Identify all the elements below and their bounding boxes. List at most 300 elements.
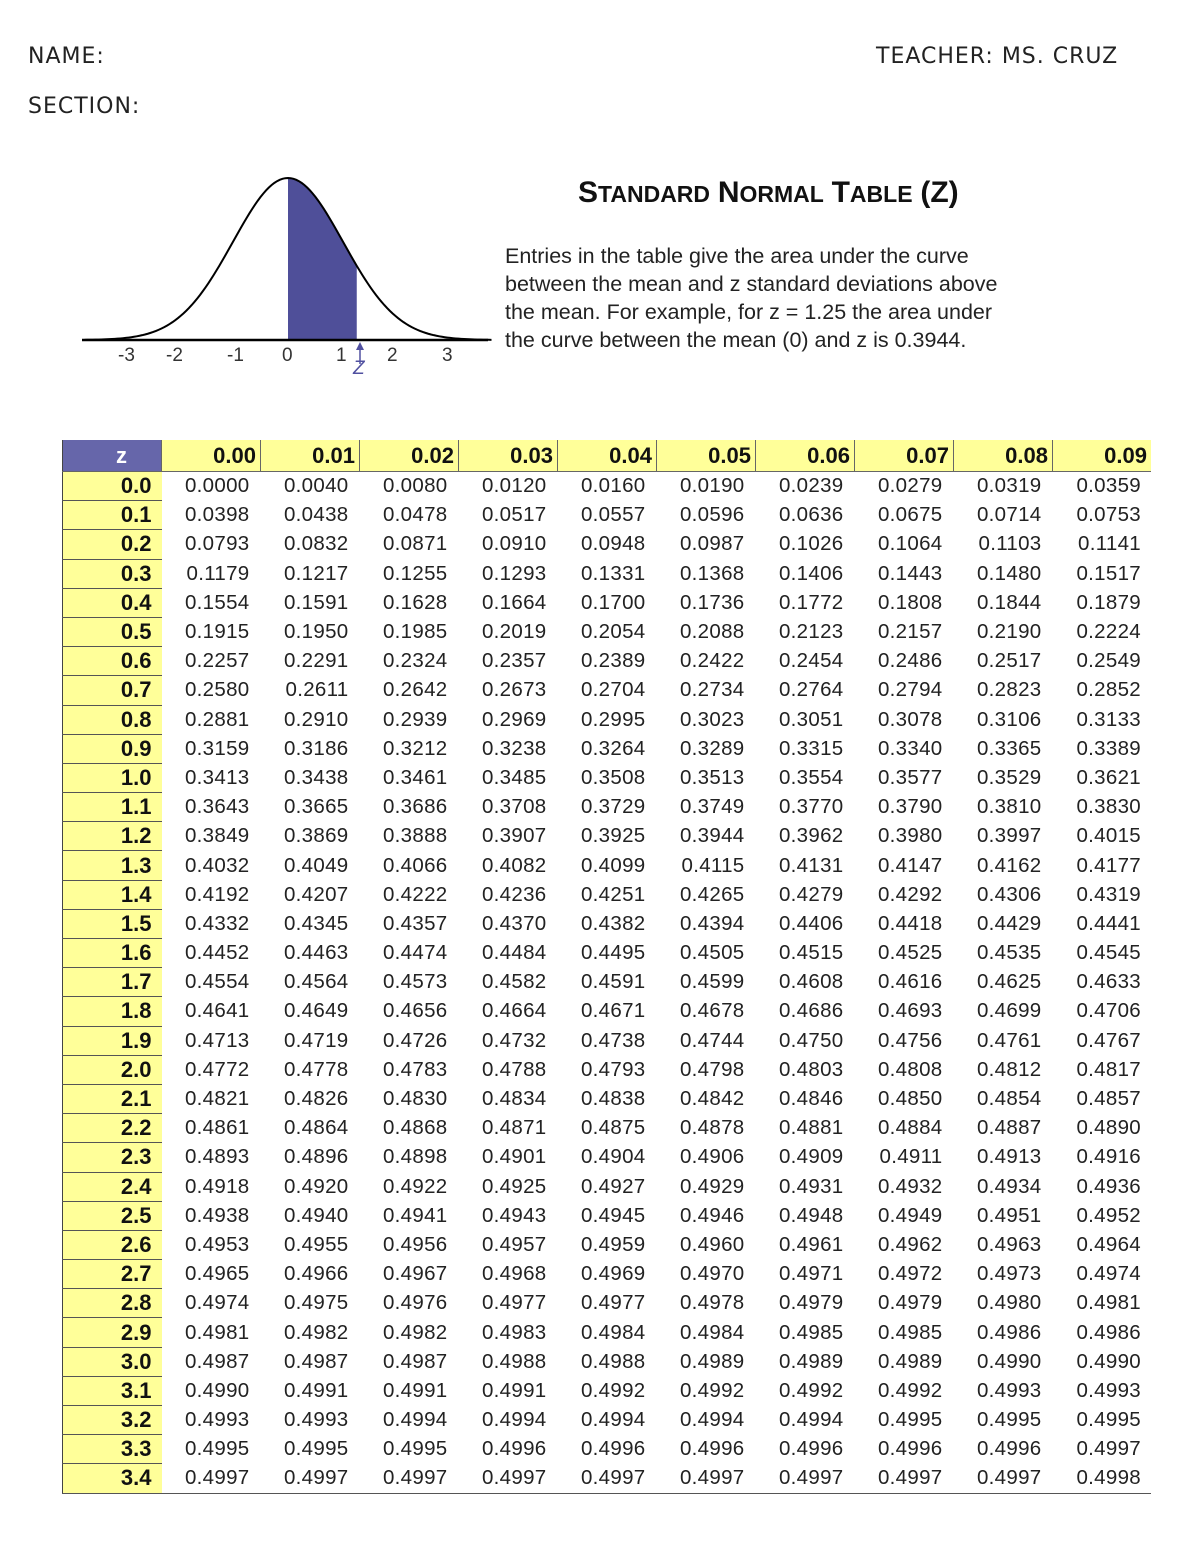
table-cell: 0.4049	[283, 853, 349, 877]
table-cell: 0.4913	[976, 1145, 1042, 1169]
table-cell: 0.4898	[382, 1145, 448, 1169]
table-cell: 0.2642	[382, 678, 448, 702]
table-cell: 0.2881	[184, 707, 250, 731]
table-cell: 0.3849	[184, 824, 250, 848]
table-cell: 0.0438	[283, 503, 349, 527]
table-cell: 0.4783	[382, 1057, 448, 1081]
table-cell: 0.4997	[261, 1464, 360, 1493]
table-cell: 0.0793	[184, 532, 250, 556]
table-cell: 0.4991	[283, 1378, 349, 1402]
title-letter-n: N	[717, 176, 740, 209]
table-cell: 0.4955	[283, 1232, 349, 1256]
table-cell: 0.4951	[976, 1203, 1042, 1227]
table-cell: 0.4967	[382, 1262, 448, 1286]
table-cell: 0.4147	[877, 853, 943, 877]
table-cell: 0.3665	[283, 795, 349, 819]
table-cell: 0.4972	[877, 1262, 943, 1286]
table-cell: 0.3438	[283, 765, 349, 789]
table-cell: 0.4990	[976, 1349, 1042, 1373]
table-cell: 0.4357	[382, 911, 448, 935]
table-cell: 0.4983	[481, 1320, 547, 1344]
table-cell: 0.1879	[1076, 590, 1141, 614]
table-cell: 0.2704	[580, 678, 646, 702]
table-cell: 0.1628	[382, 590, 448, 614]
table-cell: 0.4861	[184, 1116, 250, 1140]
table-cell: 0.4931	[778, 1174, 844, 1198]
table-cell: 0.4162	[976, 853, 1042, 877]
table-cell: 0.4943	[481, 1203, 547, 1227]
description	[505, 242, 1105, 354]
table-cell: 0.4394	[679, 911, 745, 935]
table-cell: 0.4979	[877, 1291, 943, 1315]
table-cell: 0.2939	[382, 707, 448, 731]
table-cell: 0.4982	[283, 1320, 349, 1344]
table-cell: 0.4996	[877, 1437, 943, 1461]
teacher-label: TEACHER: MS. CRUZ	[876, 44, 1119, 69]
table-cell: 0.4306	[976, 882, 1042, 906]
table-cell: 0.4960	[679, 1232, 745, 1256]
table-cell: 0.4192	[184, 882, 250, 906]
table-cell: 0.3485	[481, 765, 547, 789]
table-cell: 0.4332	[184, 911, 250, 935]
table-cell: 0.1026	[778, 532, 844, 556]
table-cell: 0.4940	[283, 1203, 349, 1227]
table-cell: 0.1217	[283, 561, 349, 585]
table-cell: 0.4015	[1076, 824, 1141, 848]
z-table	[62, 440, 1151, 1494]
table-cell: 0.4980	[976, 1291, 1042, 1315]
axis-tick-1: 1	[336, 345, 347, 366]
table-cell: 0.4236	[481, 882, 547, 906]
row-header: 3.4	[63, 1464, 162, 1493]
table-cell: 0.4941	[382, 1203, 448, 1227]
table-cell: 0.4808	[877, 1057, 943, 1081]
page-title	[578, 176, 959, 210]
table-cell: 0.3686	[382, 795, 448, 819]
table-row	[63, 1289, 1152, 1318]
table-cell: 0.4582	[481, 970, 547, 994]
row-header: 2.7	[63, 1260, 162, 1289]
table-cell: 0.2734	[679, 678, 745, 702]
row-header: 2.9	[63, 1318, 162, 1347]
table-cell: 0.4938	[184, 1203, 250, 1227]
table-cell: 0.4484	[481, 941, 547, 965]
column-header: 0.07	[855, 440, 954, 472]
table-cell: 0.4756	[877, 1028, 943, 1052]
table-cell: 0.4957	[481, 1232, 547, 1256]
table-cell: 0.4251	[580, 882, 646, 906]
table-cell: 0.0239	[778, 474, 844, 498]
table-cell: 0.4986	[1076, 1320, 1141, 1344]
table-cell: 0.4970	[679, 1262, 745, 1286]
axis-tick-2: 2	[387, 345, 398, 366]
axis-tick-3: 3	[442, 345, 453, 366]
table-row	[63, 1026, 1152, 1055]
table-cell: 0.4535	[976, 941, 1042, 965]
table-cell: 0.4545	[1076, 941, 1141, 965]
table-cell: 0.4573	[382, 970, 448, 994]
table-row	[63, 501, 1152, 530]
table-row	[63, 705, 1152, 734]
table-cell: 0.4834	[481, 1087, 547, 1111]
table-cell: 0.4207	[283, 882, 349, 906]
table-cell: 0.4997	[855, 1464, 954, 1493]
table-cell: 0.4968	[481, 1262, 547, 1286]
table-cell: 0.1700	[580, 590, 646, 614]
table-cell: 0.4767	[1076, 1028, 1141, 1052]
table-cell: 0.4319	[1076, 882, 1141, 906]
table-cell: 0.4981	[184, 1320, 250, 1344]
table-cell: 0.4998	[1053, 1464, 1152, 1493]
table-cell: 0.4842	[679, 1087, 745, 1111]
table-cell: 0.4798	[679, 1057, 745, 1081]
table-cell: 0.4989	[877, 1349, 943, 1373]
table-cell: 0.4973	[976, 1262, 1042, 1286]
table-cell: 0.4812	[976, 1057, 1042, 1081]
table-cell: 0.4982	[382, 1320, 448, 1344]
table-cell: 0.4997	[1076, 1437, 1141, 1461]
table-cell: 0.4830	[382, 1087, 448, 1111]
table-cell: 0.4890	[1076, 1116, 1141, 1140]
title-z: (Z)	[920, 176, 959, 209]
table-cell: 0.4993	[976, 1378, 1042, 1402]
row-header: 1.1	[63, 793, 162, 822]
table-cell: 0.4131	[778, 853, 844, 877]
table-cell: 0.4625	[976, 970, 1042, 994]
column-header: 0.04	[558, 440, 657, 472]
table-row	[63, 822, 1152, 851]
table-cell: 0.4904	[580, 1145, 646, 1169]
row-header: 1.4	[63, 880, 162, 909]
description-line: the mean. For example, for z = 1.25 the area under	[505, 300, 993, 324]
table-cell: 0.4633	[1076, 970, 1141, 994]
row-header: 1.5	[63, 909, 162, 938]
table-cell: 0.1591	[283, 590, 349, 614]
table-row	[63, 1318, 1152, 1347]
table-cell: 0.4990	[1076, 1349, 1141, 1373]
table-cell: 0.0596	[679, 503, 745, 527]
table-cell: 0.4495	[580, 941, 646, 965]
table-cell: 0.4916	[1076, 1145, 1141, 1169]
table-row	[63, 559, 1152, 588]
table-cell: 0.4996	[778, 1437, 844, 1461]
table-cell: 0.3554	[778, 765, 844, 789]
table-cell: 0.0636	[778, 503, 844, 527]
name-label: NAME:	[28, 44, 105, 69]
table-cell: 0.0871	[382, 532, 448, 556]
table-cell: 0.2224	[1076, 620, 1141, 644]
table-cell: 0.4793	[580, 1057, 646, 1081]
table-cell: 0.4678	[679, 999, 745, 1023]
table-cell: 0.3513	[679, 765, 745, 789]
description-line: between the mean and z standard deviations above	[505, 272, 998, 296]
table-cell: 0.4988	[481, 1349, 547, 1373]
row-header: 0.8	[63, 705, 162, 734]
table-cell: 0.3315	[778, 736, 844, 760]
table-cell: 0.0832	[283, 532, 349, 556]
table-cell: 0.4993	[1076, 1378, 1141, 1402]
table-cell: 0.4936	[1076, 1174, 1141, 1198]
table-cell: 0.4599	[679, 970, 745, 994]
table-cell: 0.4962	[877, 1232, 943, 1256]
table-cell: 0.4826	[283, 1087, 349, 1111]
table-cell: 0.2257	[184, 649, 250, 673]
table-row	[63, 1114, 1152, 1143]
table-row	[63, 793, 1152, 822]
table-cell: 0.4726	[382, 1028, 448, 1052]
table-cell: 0.4992	[778, 1378, 844, 1402]
table-cell: 0.4994	[580, 1408, 646, 1432]
table-row	[63, 851, 1152, 880]
table-row	[63, 909, 1152, 938]
table-cell: 0.2454	[778, 649, 844, 673]
table-cell: 0.1664	[481, 590, 547, 614]
table-cell: 0.0557	[580, 503, 646, 527]
table-row	[63, 530, 1152, 559]
table-row	[63, 1055, 1152, 1084]
table-cell: 0.4996	[481, 1437, 547, 1461]
table-row	[63, 1406, 1152, 1435]
table-cell: 0.3529	[976, 765, 1042, 789]
table-cell: 0.4961	[778, 1232, 844, 1256]
table-cell: 0.4918	[184, 1174, 250, 1198]
table-cell: 0.3830	[1076, 795, 1141, 819]
title-letter-s: S	[578, 176, 599, 209]
table-cell: 0.2794	[877, 678, 943, 702]
table-cell: 0.4875	[580, 1116, 646, 1140]
table-cell: 0.4993	[283, 1408, 349, 1432]
description-line: Entries in the table give the area under the curve	[505, 244, 969, 268]
table-cell: 0.1950	[283, 620, 349, 644]
section-label: SECTION:	[28, 94, 141, 119]
table-cell: 0.4995	[283, 1437, 349, 1461]
table-cell: 0.4996	[679, 1437, 745, 1461]
table-cell: 0.2357	[481, 649, 547, 673]
table-cell: 0.4515	[778, 941, 844, 965]
table-cell: 0.4671	[580, 999, 646, 1023]
table-cell: 0.4857	[1076, 1087, 1141, 1111]
table-cell: 0.4946	[679, 1203, 745, 1227]
z-marker-label: Z	[353, 358, 365, 378]
table-cell: 0.0478	[382, 503, 448, 527]
table-cell: 0.4985	[778, 1320, 844, 1344]
shaded-area	[288, 178, 357, 340]
row-header: 2.6	[63, 1230, 162, 1259]
table-cell: 0.4664	[481, 999, 547, 1023]
table-cell: 0.2823	[976, 678, 1042, 702]
table-cell: 0.4971	[778, 1262, 844, 1286]
row-header: 1.2	[63, 822, 162, 851]
table-cell: 0.4992	[679, 1378, 745, 1402]
table-cell: 0.2190	[976, 620, 1042, 644]
row-header: 0.4	[63, 588, 162, 617]
row-header: 0.0	[63, 472, 162, 501]
table-cell: 0.4922	[382, 1174, 448, 1198]
table-cell: 0.4656	[382, 999, 448, 1023]
table-cell: 0.2764	[778, 678, 844, 702]
axis-tick-neg3: -3	[118, 345, 135, 366]
table-cell: 0.4953	[184, 1232, 250, 1256]
table-row	[63, 676, 1152, 705]
row-header: 2.3	[63, 1143, 162, 1172]
table-cell: 0.4222	[382, 882, 448, 906]
table-cell: 0.0910	[481, 532, 547, 556]
axis-tick-0: 0	[282, 345, 293, 366]
table-cell: 0.4778	[283, 1057, 349, 1081]
table-cell: 0.4418	[877, 911, 943, 935]
table-cell: 0.4868	[382, 1116, 448, 1140]
table-cell: 0.3238	[481, 736, 547, 760]
table-cell: 0.4686	[778, 999, 844, 1023]
table-cell: 0.0040	[283, 474, 349, 498]
table-cell: 0.4693	[877, 999, 943, 1023]
table-cell: 0.3869	[283, 824, 349, 848]
table-cell: 0.4864	[283, 1116, 349, 1140]
table-cell: 0.2486	[877, 649, 943, 673]
table-cell: 0.4896	[283, 1145, 349, 1169]
table-cell: 0.3264	[580, 736, 646, 760]
table-cell: 0.4641	[184, 999, 250, 1023]
table-cell: 0.4909	[778, 1145, 844, 1169]
table-row	[63, 763, 1152, 792]
table-row	[63, 997, 1152, 1026]
table-cell: 0.3289	[679, 736, 745, 760]
table-cell: 0.4945	[580, 1203, 646, 1227]
table-cell: 0.4934	[976, 1174, 1042, 1198]
table-cell: 0.3023	[679, 707, 745, 731]
table-cell: 0.2673	[481, 678, 547, 702]
row-header: 2.4	[63, 1172, 162, 1201]
column-header: 0.01	[261, 440, 360, 472]
table-cell: 0.3106	[976, 707, 1042, 731]
table-cell: 0.3078	[877, 707, 943, 731]
table-cell: 0.4901	[481, 1145, 547, 1169]
table-cell: 0.4987	[382, 1349, 448, 1373]
table-cell: 0.4995	[382, 1437, 448, 1461]
axis-tick-neg2: -2	[166, 345, 183, 366]
table-cell: 0.2995	[580, 707, 646, 731]
table-cell: 0.4115	[681, 853, 745, 877]
table-cell: 0.3051	[778, 707, 844, 731]
table-cell: 0.2517	[976, 649, 1042, 673]
table-row	[63, 1347, 1152, 1376]
table-cell: 0.3159	[184, 736, 250, 760]
table-cell: 0.4995	[877, 1408, 943, 1432]
table-cell: 0.4463	[283, 941, 349, 965]
table-cell: 0.4997	[657, 1464, 756, 1493]
table-cell: 0.3944	[679, 824, 745, 848]
table-cell: 0.1179	[186, 561, 250, 585]
table-cell: 0.0714	[976, 503, 1042, 527]
table-cell: 0.4984	[679, 1320, 745, 1344]
table-cell: 0.4965	[184, 1262, 250, 1286]
table-cell: 0.4981	[1076, 1291, 1141, 1315]
table-cell: 0.4608	[778, 970, 844, 994]
table-cell: 0.4974	[184, 1291, 250, 1315]
table-cell: 0.0398	[184, 503, 250, 527]
table-cell: 0.4032	[184, 853, 250, 877]
table-cell: 0.2422	[679, 649, 745, 673]
table-cell: 0.4099	[580, 853, 646, 877]
table-cell: 0.4878	[679, 1116, 745, 1140]
table-cell: 0.4817	[1076, 1057, 1141, 1081]
row-header: 3.1	[63, 1376, 162, 1405]
table-cell: 0.4906	[679, 1145, 745, 1169]
table-cell: 0.4474	[382, 941, 448, 965]
table-cell: 0.4975	[283, 1291, 349, 1315]
table-cell: 0.4984	[580, 1320, 646, 1344]
table-cell: 0.4750	[778, 1028, 844, 1052]
table-cell: 0.4887	[976, 1116, 1042, 1140]
table-cell: 0.0359	[1076, 474, 1141, 498]
row-header: 3.3	[63, 1435, 162, 1464]
table-cell: 0.4925	[481, 1174, 547, 1198]
table-cell: 0.4788	[481, 1057, 547, 1081]
table-cell: 0.4997	[954, 1464, 1053, 1493]
table-cell: 0.3340	[877, 736, 943, 760]
table-cell: 0.2324	[382, 649, 448, 673]
table-cell: 0.2852	[1076, 678, 1141, 702]
table-cell: 0.4997	[756, 1464, 855, 1493]
table-cell: 0.4988	[580, 1349, 646, 1373]
table-cell: 0.3997	[976, 824, 1042, 848]
table-cell: 0.4732	[481, 1028, 547, 1052]
table-cell: 0.4505	[679, 941, 745, 965]
table-cell: 0.3770	[778, 795, 844, 819]
table-cell: 0.3186	[283, 736, 349, 760]
table-cell: 0.1844	[976, 590, 1042, 614]
table-row	[63, 880, 1152, 909]
table-cell: 0.4911	[879, 1145, 943, 1169]
table-cell: 0.2088	[679, 620, 745, 644]
table-cell: 0.4066	[382, 853, 448, 877]
table-cell: 0.3643	[184, 795, 250, 819]
table-cell: 0.4994	[679, 1408, 745, 1432]
table-cell: 0.4966	[283, 1262, 349, 1286]
table-cell: 0.3389	[1076, 736, 1141, 760]
row-header: 0.1	[63, 501, 162, 530]
table-cell: 0.4616	[877, 970, 943, 994]
table-cell: 0.1772	[778, 590, 844, 614]
table-cell: 0.4429	[976, 911, 1042, 935]
row-header: 0.5	[63, 617, 162, 646]
row-header: 1.0	[63, 763, 162, 792]
table-cell: 0.0000	[184, 474, 250, 498]
table-cell: 0.4996	[976, 1437, 1042, 1461]
table-cell: 0.3790	[877, 795, 943, 819]
table-cell: 0.4881	[778, 1116, 844, 1140]
table-cell: 0.4993	[184, 1408, 250, 1432]
table-cell: 0.4893	[184, 1145, 250, 1169]
table-cell: 0.4803	[778, 1057, 844, 1081]
table-cell: 0.4994	[778, 1408, 844, 1432]
table-row	[63, 1260, 1152, 1289]
table-row	[63, 1201, 1152, 1230]
table-cell: 0.4441	[1076, 911, 1141, 935]
table-cell: 0.3133	[1076, 707, 1141, 731]
table-cell: 0.4977	[481, 1291, 547, 1315]
column-header: 0.03	[459, 440, 558, 472]
table-cell: 0.4370	[481, 911, 547, 935]
table-cell: 0.4554	[184, 970, 250, 994]
column-header: 0.00	[162, 440, 261, 472]
table-cell: 0.4948	[778, 1203, 844, 1227]
table-cell: 0.4850	[877, 1087, 943, 1111]
table-cell: 0.4991	[382, 1378, 448, 1402]
table-cell: 0.4292	[877, 882, 943, 906]
table-cell: 0.3577	[877, 765, 943, 789]
table-row	[63, 1143, 1152, 1172]
